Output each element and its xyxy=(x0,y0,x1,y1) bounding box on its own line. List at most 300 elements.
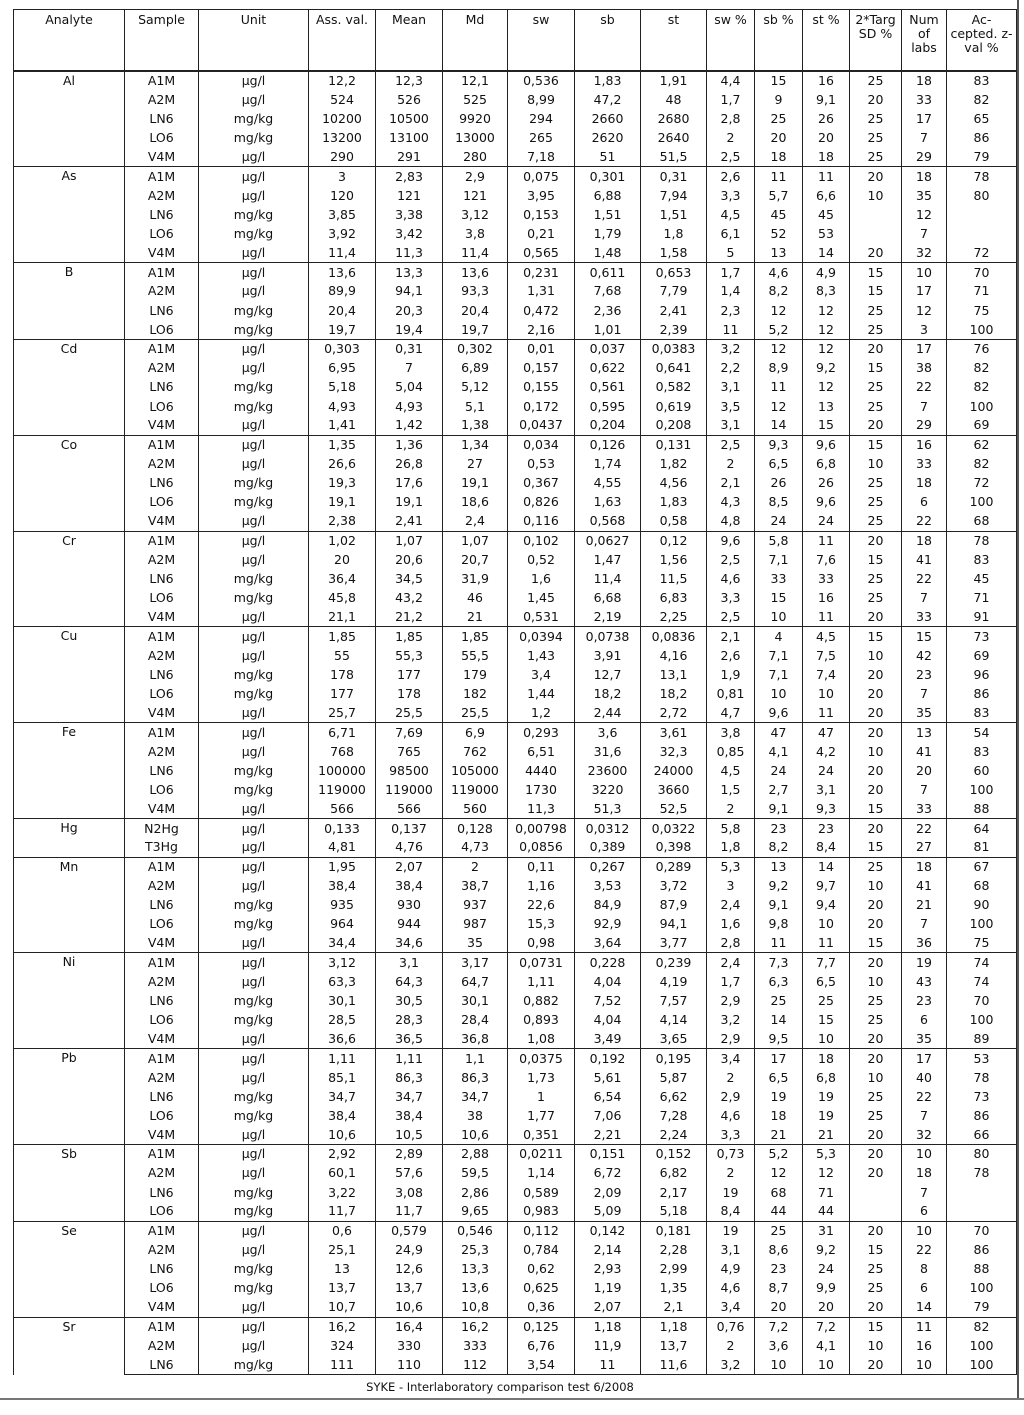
header-cell: sw % xyxy=(707,10,755,72)
table-cell: 13000 xyxy=(443,129,508,148)
table-cell: 7,68 xyxy=(575,282,641,301)
table-cell: 27 xyxy=(443,454,508,473)
table-cell: µg/l xyxy=(199,512,309,531)
table-cell: A2M xyxy=(125,1240,199,1259)
table-cell: 20 xyxy=(309,550,376,569)
table-cell: LN6 xyxy=(125,1087,199,1106)
table-cell: 18 xyxy=(803,1049,850,1068)
table-cell: 0,826 xyxy=(508,493,575,512)
table-cell: 72 xyxy=(947,244,1017,263)
table-cell: 14 xyxy=(902,1298,947,1317)
table-cell: 33 xyxy=(803,569,850,588)
table-cell: 7,1 xyxy=(755,665,803,684)
table-row xyxy=(14,742,1017,761)
table-cell: 6,83 xyxy=(641,589,707,608)
table-cell: mg/kg xyxy=(199,109,309,128)
table-cell: 1,42 xyxy=(376,416,443,435)
table-cell: 18 xyxy=(755,148,803,167)
table-cell: µg/l xyxy=(199,857,309,876)
table-cell: 2,9 xyxy=(707,1030,755,1049)
table-cell: 7,1 xyxy=(755,646,803,665)
table-cell: 1,85 xyxy=(443,627,508,646)
table-cell: 110 xyxy=(376,1356,443,1375)
table-row xyxy=(14,493,1017,512)
header-row xyxy=(14,10,1017,72)
header-cell: sb xyxy=(575,10,641,72)
table-cell: 4,73 xyxy=(443,838,508,857)
table-cell: 2,5 xyxy=(707,435,755,454)
table-cell: 25 xyxy=(850,148,902,167)
analyte-cell: As xyxy=(14,167,125,263)
table-cell: LO6 xyxy=(125,493,199,512)
table-cell: 1,7 xyxy=(707,972,755,991)
table-cell: LO6 xyxy=(125,589,199,608)
table-cell: 26 xyxy=(803,109,850,128)
table-cell: 13,3 xyxy=(443,1260,508,1279)
table-cell: 36,4 xyxy=(309,569,376,588)
table-cell xyxy=(947,1202,1017,1221)
table-cell: 1,8 xyxy=(641,224,707,243)
table-cell: 0,81 xyxy=(707,685,755,704)
table-cell: 121 xyxy=(376,186,443,205)
table-cell: 3,85 xyxy=(309,205,376,224)
table-cell: 11,4 xyxy=(309,244,376,263)
table-cell: 98500 xyxy=(376,761,443,780)
table-cell: 25 xyxy=(850,991,902,1010)
table-cell: 119000 xyxy=(376,780,443,799)
table-cell: 7 xyxy=(902,1106,947,1125)
table-row xyxy=(14,608,1017,627)
table-cell: 38,4 xyxy=(376,1106,443,1125)
table-cell: 1,82 xyxy=(641,454,707,473)
table-row xyxy=(14,512,1017,531)
table-cell: µg/l xyxy=(199,1240,309,1259)
table-cell: LN6 xyxy=(125,991,199,1010)
table-cell: 20 xyxy=(850,1125,902,1144)
table-cell: 6,54 xyxy=(575,1087,641,1106)
table-cell: 0,239 xyxy=(641,953,707,972)
table-cell: 0,075 xyxy=(508,167,575,186)
table-cell: 3,49 xyxy=(575,1030,641,1049)
table-cell: 9,3 xyxy=(803,800,850,819)
table-cell: A1M xyxy=(125,531,199,550)
table-cell: 0,155 xyxy=(508,378,575,397)
table-cell: 2640 xyxy=(641,129,707,148)
table-cell: 1,5 xyxy=(707,780,755,799)
table-cell: 3,3 xyxy=(707,186,755,205)
table-cell: 7,3 xyxy=(755,953,803,972)
results-table-body xyxy=(14,71,1017,1375)
table-cell: 80 xyxy=(947,1145,1017,1164)
table-cell: 2 xyxy=(707,800,755,819)
table-cell: 11,7 xyxy=(309,1202,376,1221)
table-cell: 7 xyxy=(376,359,443,378)
table-cell: µg/l xyxy=(199,800,309,819)
table-cell: 9920 xyxy=(443,109,508,128)
table-cell: mg/kg xyxy=(199,1356,309,1375)
table-cell: 0,0312 xyxy=(575,819,641,838)
table-cell: 6,8 xyxy=(803,454,850,473)
table-cell: 29 xyxy=(902,148,947,167)
table-cell: 2,89 xyxy=(376,1145,443,1164)
table-cell: 0,172 xyxy=(508,397,575,416)
table-cell: 1,34 xyxy=(443,435,508,454)
table-cell: 3,6 xyxy=(575,723,641,742)
table-cell: 15 xyxy=(850,627,902,646)
table-cell: 7 xyxy=(902,397,947,416)
table-cell: 29 xyxy=(902,416,947,435)
table-cell: A2M xyxy=(125,1164,199,1183)
table-cell: 16 xyxy=(902,1336,947,1355)
header-cell: st xyxy=(641,10,707,72)
table-cell: 0,98 xyxy=(508,934,575,953)
table-cell: 1,79 xyxy=(575,224,641,243)
table-cell: 25 xyxy=(850,378,902,397)
table-cell: 20 xyxy=(755,1298,803,1317)
table-cell: 5,18 xyxy=(641,1202,707,1221)
table-cell: µg/l xyxy=(199,1336,309,1355)
table-cell: A1M xyxy=(125,167,199,186)
table-cell: 26,6 xyxy=(309,454,376,473)
table-cell: 94,1 xyxy=(641,915,707,934)
table-cell: LO6 xyxy=(125,1202,199,1221)
table-cell: LN6 xyxy=(125,665,199,684)
table-cell: 64,3 xyxy=(376,972,443,991)
table-cell: µg/l xyxy=(199,1164,309,1183)
table-cell: 4,19 xyxy=(641,972,707,991)
table-cell: A2M xyxy=(125,972,199,991)
table-cell: 54 xyxy=(947,723,1017,742)
table-cell: 13,1 xyxy=(641,665,707,684)
table-cell: 1,44 xyxy=(508,685,575,704)
table-cell: 22 xyxy=(902,819,947,838)
table-row xyxy=(14,685,1017,704)
table-cell: 20 xyxy=(850,531,902,550)
table-cell: 9,6 xyxy=(803,493,850,512)
table-cell: 0,641 xyxy=(641,359,707,378)
table-cell: 280 xyxy=(443,148,508,167)
table-cell: 20 xyxy=(850,244,902,263)
table-row xyxy=(14,359,1017,378)
table-cell: 0,565 xyxy=(508,244,575,263)
table-cell: 3,6 xyxy=(755,1336,803,1355)
table-cell: A2M xyxy=(125,359,199,378)
table-cell: mg/kg xyxy=(199,761,309,780)
table-cell: 944 xyxy=(376,915,443,934)
table-cell: 2,88 xyxy=(443,1145,508,1164)
table-row xyxy=(14,1087,1017,1106)
table-cell: 6,5 xyxy=(803,972,850,991)
table-cell: 12,7 xyxy=(575,665,641,684)
table-cell: 51 xyxy=(575,148,641,167)
table-cell: 41 xyxy=(902,550,947,569)
table-cell: LO6 xyxy=(125,129,199,148)
table-cell: 12 xyxy=(803,1164,850,1183)
table-row xyxy=(14,167,1017,186)
table-cell: 6,51 xyxy=(508,742,575,761)
table-cell xyxy=(947,205,1017,224)
table-cell: V4M xyxy=(125,608,199,627)
table-cell: 0,62 xyxy=(508,1260,575,1279)
table-cell: 19 xyxy=(902,953,947,972)
table-cell: 2,41 xyxy=(641,301,707,320)
table-cell: 20,4 xyxy=(443,301,508,320)
table-cell: 59,5 xyxy=(443,1164,508,1183)
table-cell: 18 xyxy=(902,71,947,90)
table-cell: 1,1 xyxy=(443,1049,508,1068)
table-cell: 3,1 xyxy=(707,416,755,435)
table-cell: 47 xyxy=(755,723,803,742)
table-cell: 3,2 xyxy=(707,1010,755,1029)
table-cell: 0,152 xyxy=(641,1145,707,1164)
table-cell: mg/kg xyxy=(199,320,309,339)
table-cell: 25 xyxy=(803,991,850,1010)
table-cell: 74 xyxy=(947,953,1017,972)
table-cell: 76 xyxy=(947,339,1017,358)
analyte-cell: Hg xyxy=(14,819,125,857)
table-cell: A1M xyxy=(125,71,199,90)
table-cell: 7,7 xyxy=(803,953,850,972)
table-cell: 20 xyxy=(850,723,902,742)
table-cell: 8,4 xyxy=(803,838,850,857)
table-cell: 4,6 xyxy=(755,263,803,282)
table-cell: 10,7 xyxy=(309,1298,376,1317)
table-cell: 11 xyxy=(803,531,850,550)
table-cell: 11 xyxy=(803,167,850,186)
table-cell: 10 xyxy=(803,1356,850,1375)
table-cell: 73 xyxy=(947,1087,1017,1106)
table-row xyxy=(14,780,1017,799)
table-cell: 71 xyxy=(947,282,1017,301)
table-cell: 73 xyxy=(947,627,1017,646)
table-row xyxy=(14,627,1017,646)
analyte-cell: Co xyxy=(14,435,125,531)
table-row xyxy=(14,320,1017,339)
table-cell: 75 xyxy=(947,301,1017,320)
analyte-cell: Cu xyxy=(14,627,125,723)
table-cell: 60,1 xyxy=(309,1164,376,1183)
table-cell: 30,1 xyxy=(309,991,376,1010)
table-cell: 85,1 xyxy=(309,1068,376,1087)
table-cell: 7 xyxy=(902,915,947,934)
table-cell: 0,0394 xyxy=(508,627,575,646)
table-cell: mg/kg xyxy=(199,129,309,148)
table-cell: T3Hg xyxy=(125,838,199,857)
table-cell: 11,4 xyxy=(575,569,641,588)
table-cell: mg/kg xyxy=(199,1106,309,1125)
table-cell: 55,5 xyxy=(443,646,508,665)
table-cell: 7 xyxy=(902,780,947,799)
table-cell: µg/l xyxy=(199,1068,309,1087)
table-row xyxy=(14,1049,1017,1068)
table-cell: 8,7 xyxy=(755,1279,803,1298)
table-cell: 3,1 xyxy=(376,953,443,972)
table-cell: 51,5 xyxy=(641,148,707,167)
table-cell: 7,06 xyxy=(575,1106,641,1125)
table-cell: 294 xyxy=(508,109,575,128)
table-cell: 6,5 xyxy=(755,454,803,473)
table-cell: 3,4 xyxy=(707,1049,755,1068)
table-cell: V4M xyxy=(125,1030,199,1049)
table-row xyxy=(14,224,1017,243)
table-cell: 2,25 xyxy=(641,608,707,627)
table-cell: 20 xyxy=(850,1049,902,1068)
table-cell: 55 xyxy=(309,646,376,665)
table-cell: 86,3 xyxy=(376,1068,443,1087)
table-cell: 18,2 xyxy=(641,685,707,704)
table-row xyxy=(14,838,1017,857)
table-cell: 5,2 xyxy=(755,1145,803,1164)
table-cell xyxy=(850,205,902,224)
table-cell: 45 xyxy=(755,205,803,224)
table-cell: 70 xyxy=(947,1221,1017,1240)
table-cell: 1,85 xyxy=(376,627,443,646)
table-cell: 1,95 xyxy=(309,857,376,876)
table-cell: 25 xyxy=(850,512,902,531)
table-cell: 2,21 xyxy=(575,1125,641,1144)
table-cell: A2M xyxy=(125,454,199,473)
table-cell: 2 xyxy=(443,857,508,876)
table-cell: 3,5 xyxy=(707,397,755,416)
table-cell: 0,531 xyxy=(508,608,575,627)
table-row xyxy=(14,1221,1017,1240)
table-row xyxy=(14,397,1017,416)
table-cell: 4,4 xyxy=(707,71,755,90)
table-cell: 25 xyxy=(850,474,902,493)
table-cell: 2,16 xyxy=(508,320,575,339)
table-cell: 17 xyxy=(902,1049,947,1068)
table-cell: 765 xyxy=(376,742,443,761)
table-cell: 41 xyxy=(902,742,947,761)
table-cell: A2M xyxy=(125,282,199,301)
table-cell: 28,4 xyxy=(443,1010,508,1029)
table-cell: 82 xyxy=(947,90,1017,109)
table-cell: 177 xyxy=(309,685,376,704)
table-cell: 82 xyxy=(947,1317,1017,1336)
table-cell: 20 xyxy=(850,1221,902,1240)
table-cell: 0,389 xyxy=(575,838,641,857)
table-cell: 11 xyxy=(755,934,803,953)
table-cell: 1,9 xyxy=(707,665,755,684)
table-cell: 1,02 xyxy=(309,531,376,550)
table-cell: 25 xyxy=(850,1279,902,1298)
table-cell: 46 xyxy=(443,589,508,608)
table-cell: 18 xyxy=(902,167,947,186)
analyte-cell: Al xyxy=(14,71,125,167)
table-cell: 19 xyxy=(707,1183,755,1202)
table-cell: 20 xyxy=(850,704,902,723)
table-cell: 7,2 xyxy=(803,1317,850,1336)
table-cell: 0,85 xyxy=(707,742,755,761)
table-cell: 23600 xyxy=(575,761,641,780)
table-cell: 19 xyxy=(803,1106,850,1125)
table-cell: 9,3 xyxy=(755,435,803,454)
table-cell: 25 xyxy=(850,1106,902,1125)
table-cell: 2,24 xyxy=(641,1125,707,1144)
table-cell: 4,9 xyxy=(707,1260,755,1279)
table-cell: 1,18 xyxy=(641,1317,707,1336)
table-cell: 38 xyxy=(902,359,947,378)
table-cell: 12 xyxy=(803,301,850,320)
table-cell: 9,2 xyxy=(755,876,803,895)
table-row xyxy=(14,569,1017,588)
table-cell: 6,89 xyxy=(443,359,508,378)
table-cell: 1,11 xyxy=(309,1049,376,1068)
table-row xyxy=(14,1298,1017,1317)
table-cell: 3,92 xyxy=(309,224,376,243)
table-cell: 12,2 xyxy=(309,71,376,90)
table-cell: 4 xyxy=(755,627,803,646)
table-cell: 0,589 xyxy=(508,1183,575,1202)
table-cell: 0,893 xyxy=(508,1010,575,1029)
table-cell: 0,73 xyxy=(707,1145,755,1164)
table-cell: 2,5 xyxy=(707,608,755,627)
table-cell: 0,303 xyxy=(309,339,376,358)
table-cell: 9,9 xyxy=(803,1279,850,1298)
table-cell: 0,01 xyxy=(508,339,575,358)
table-cell: 3,4 xyxy=(707,1298,755,1317)
table-cell: 11,3 xyxy=(376,244,443,263)
table-cell: 0,228 xyxy=(575,953,641,972)
table-cell: 25 xyxy=(850,493,902,512)
page-edge xyxy=(1017,0,1019,1398)
table-cell: 20 xyxy=(850,1145,902,1164)
table-cell: 2 xyxy=(707,129,755,148)
table-cell: µg/l xyxy=(199,627,309,646)
table-row xyxy=(14,339,1017,358)
table-cell: 9,1 xyxy=(755,895,803,914)
table-cell: 19,4 xyxy=(376,320,443,339)
table-cell: µg/l xyxy=(199,704,309,723)
table-cell: 6,6 xyxy=(803,186,850,205)
table-cell: A2M xyxy=(125,1068,199,1087)
table-cell: LN6 xyxy=(125,761,199,780)
table-cell: 100 xyxy=(947,493,1017,512)
table-cell: 3,1 xyxy=(707,378,755,397)
table-cell: 8,2 xyxy=(755,282,803,301)
table-cell: LO6 xyxy=(125,320,199,339)
table-cell: 768 xyxy=(309,742,376,761)
table-cell: 35 xyxy=(902,186,947,205)
table-cell: 28,3 xyxy=(376,1010,443,1029)
table-cell: 18,6 xyxy=(443,493,508,512)
table-cell: 18,2 xyxy=(575,685,641,704)
analyte-cell: Se xyxy=(14,1221,125,1317)
table-cell: 65 xyxy=(947,109,1017,128)
analyte-cell: Sr xyxy=(14,1317,125,1375)
table-cell: 0,034 xyxy=(508,435,575,454)
header-cell: sw xyxy=(508,10,575,72)
table-cell: 1,35 xyxy=(641,1279,707,1298)
table-cell: 3,61 xyxy=(641,723,707,742)
table-cell: 12 xyxy=(755,1164,803,1183)
table-cell: A2M xyxy=(125,1336,199,1355)
table-cell: 0,289 xyxy=(641,857,707,876)
table-cell: 2,44 xyxy=(575,704,641,723)
table-cell: 0,102 xyxy=(508,531,575,550)
table-cell: 2,7 xyxy=(755,780,803,799)
table-cell: 10 xyxy=(902,1221,947,1240)
table-cell: 1,14 xyxy=(508,1164,575,1183)
table-cell: 20,6 xyxy=(376,550,443,569)
table-cell: 1,16 xyxy=(508,876,575,895)
table-cell: 2,93 xyxy=(575,1260,641,1279)
analyte-cell: Sb xyxy=(14,1145,125,1222)
table-cell: 16,2 xyxy=(309,1317,376,1336)
table-cell: 1,83 xyxy=(575,71,641,90)
table-cell: LO6 xyxy=(125,780,199,799)
table-cell: A1M xyxy=(125,1145,199,1164)
